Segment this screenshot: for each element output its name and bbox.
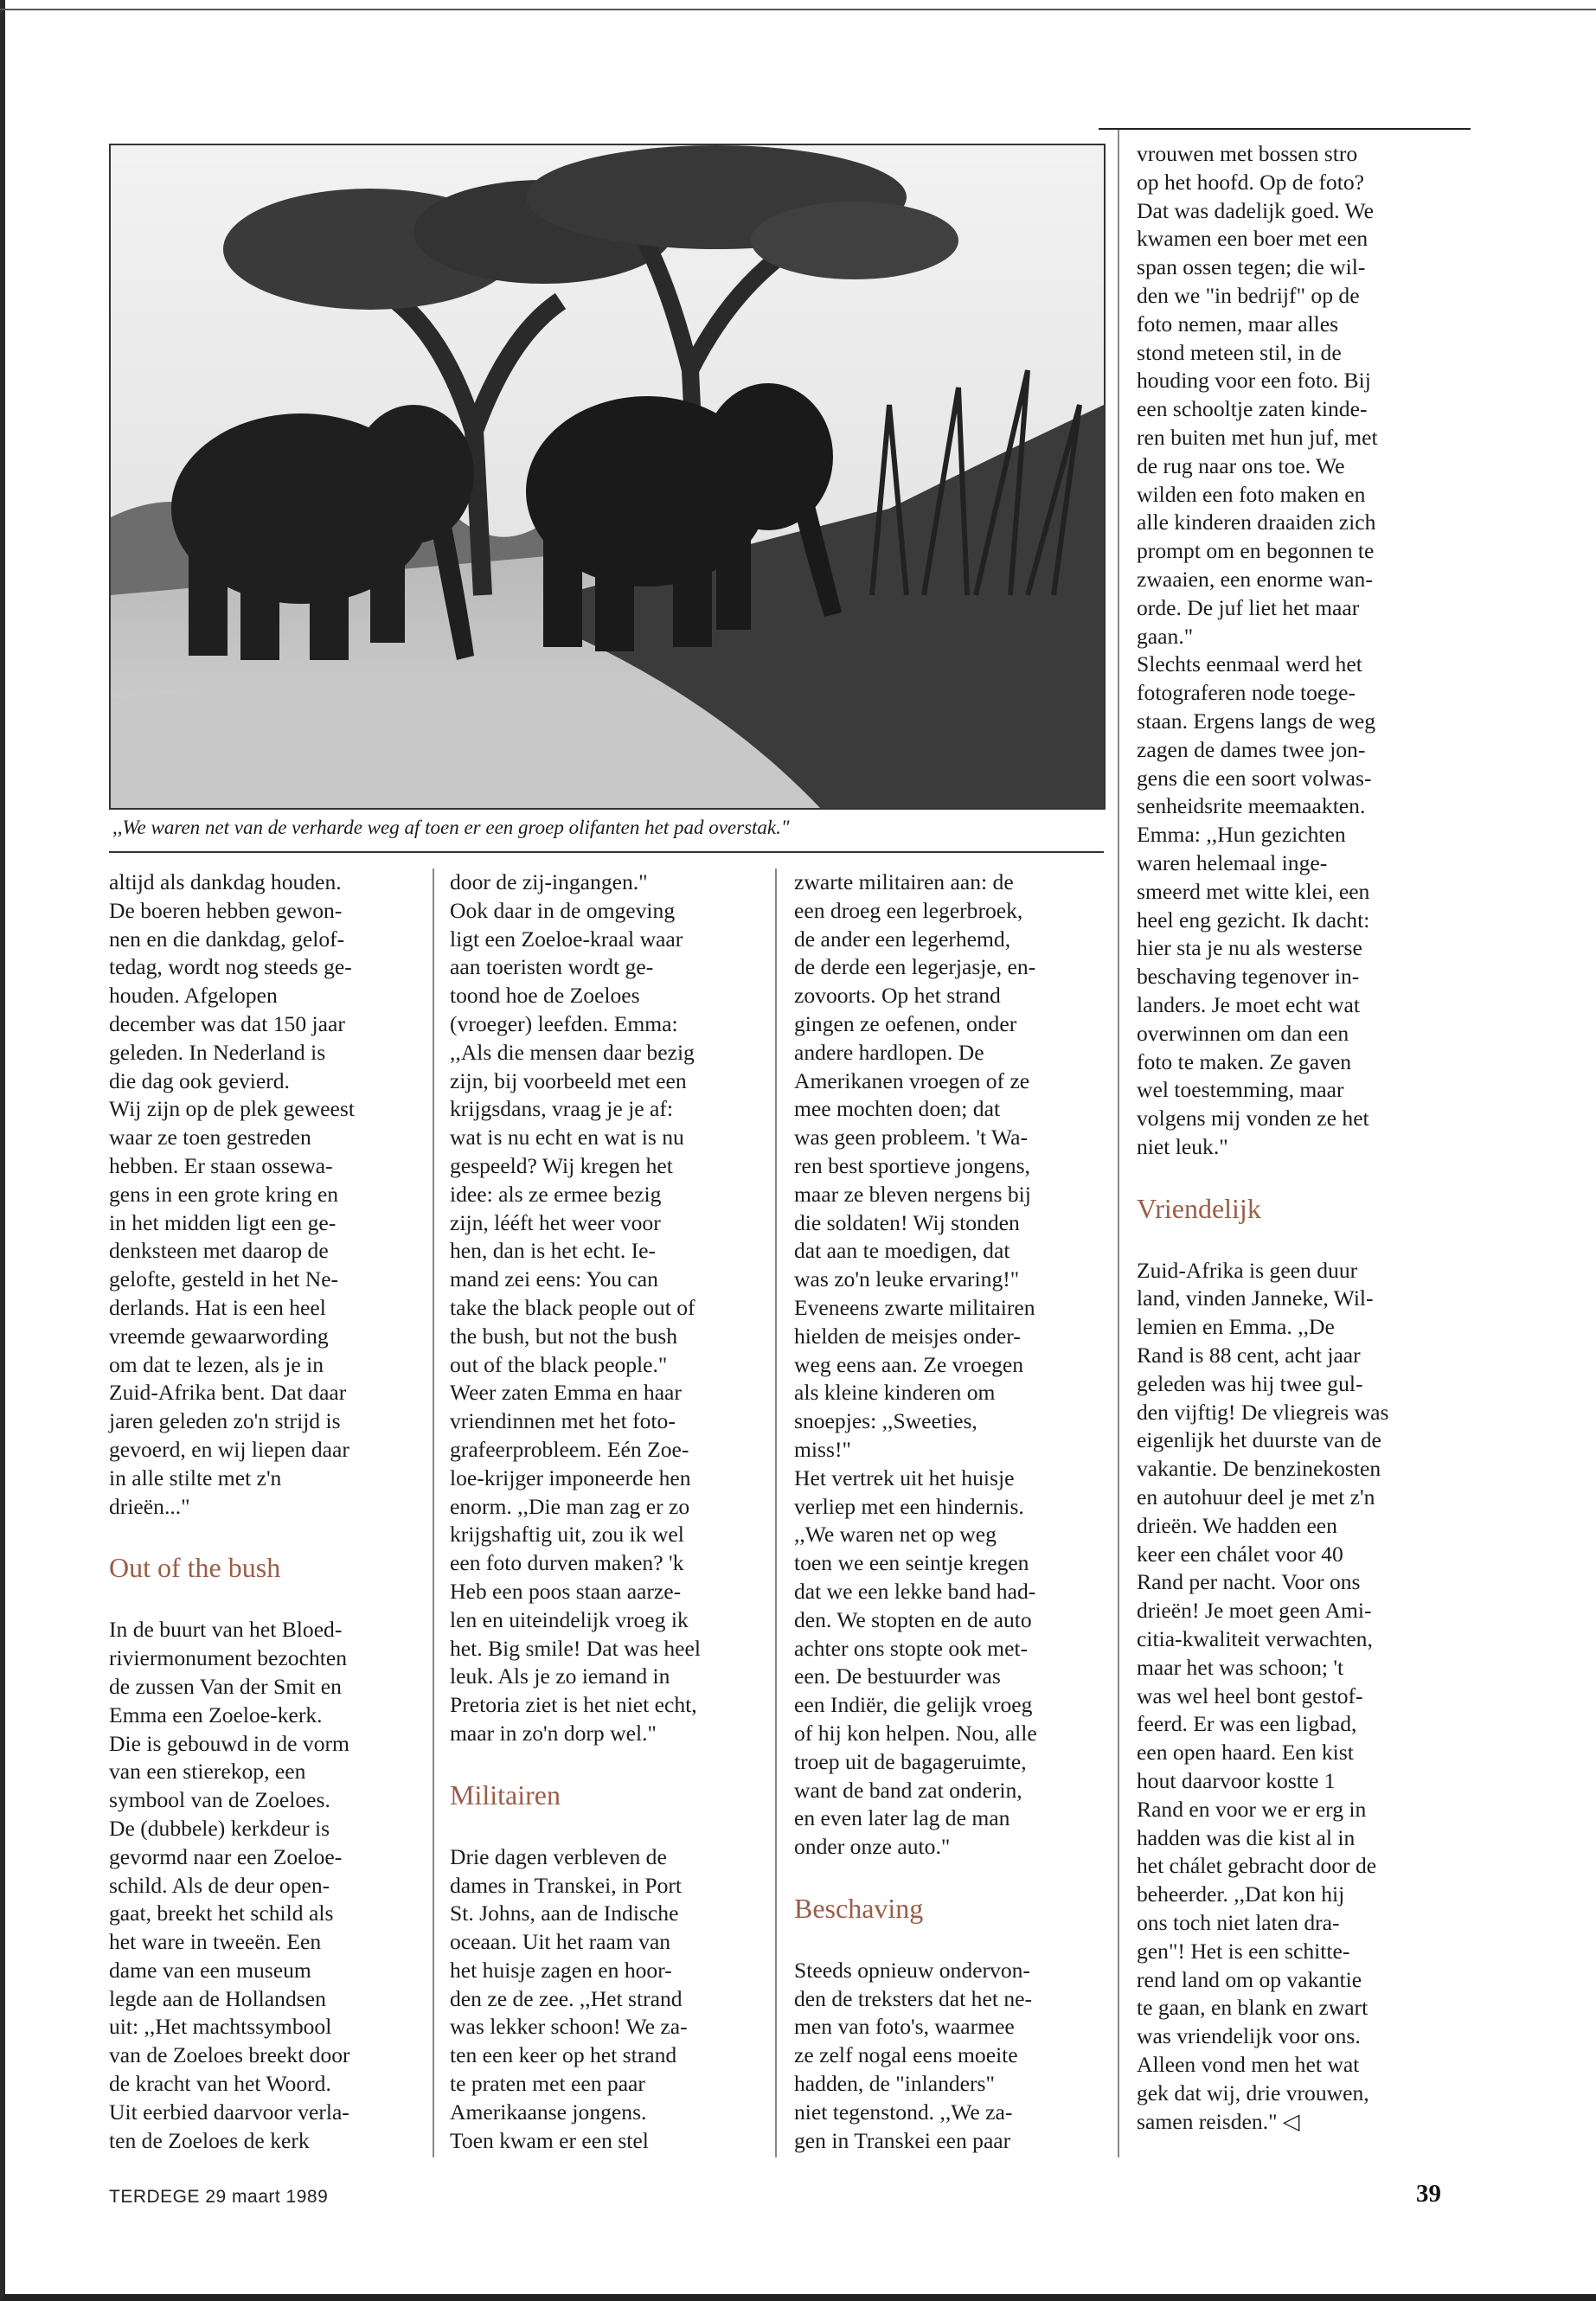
text-line: volgens mij vonden ze het	[1137, 1106, 1369, 1131]
text-line: van de Zoeloes breekt door	[109, 2042, 350, 2068]
photo-caption: ,,We waren net van de verharde weg af toen er een groep olifanten het pad overstak."	[112, 817, 790, 838]
column-2-body-b	[450, 1843, 766, 2156]
text-line: den vijftig! De vliegreis was	[1137, 1399, 1389, 1425]
text-line: Heb een poos staan aarze-	[450, 1578, 682, 1604]
text-line: Emma een Zoeloe-kerk.	[109, 1702, 323, 1727]
text-line: was lekker schoon! We za-	[450, 2014, 688, 2040]
text-line: altijd als dankdag houden.	[109, 869, 342, 894]
text-line: hadden, de "inlanders"	[794, 2071, 995, 2097]
text-line: gaat, breekt het schild als	[109, 1900, 334, 1926]
text-line: schild. Als de deur open-	[109, 1872, 330, 1898]
text-line: hier sta je nu als westerse	[1137, 935, 1362, 961]
heading-beschaving: Beschaving	[794, 1892, 924, 1924]
text-line: den. We stopten en de auto	[794, 1606, 1032, 1632]
text-line: staan. Ergens langs de weg	[1137, 708, 1376, 734]
text-line: Dat was dadelijk goed. We	[1137, 197, 1374, 223]
text-line: hen, dan is het echt. Ie-	[450, 1238, 657, 1264]
caption-rule	[109, 851, 1104, 853]
text-line: eigenlijk het duurste van de	[1137, 1427, 1381, 1453]
text-line: gevoerd, en wij liepen daar	[109, 1436, 349, 1462]
text-line: landers. Je moet echt wat	[1137, 991, 1360, 1017]
text-line: gingen ze oefenen, onder	[794, 1010, 1017, 1036]
column-3-body-a	[794, 868, 1110, 1862]
text-line: foto te maken. Ze gaven	[1137, 1048, 1352, 1074]
text-line: want de band zat onderin,	[794, 1777, 1022, 1803]
text-line: Drie dagen verbleven de	[450, 1843, 667, 1869]
text-line: Zuid-Afrika is geen duur	[1137, 1257, 1358, 1283]
text-line: leuk. Als je zo iemand in	[450, 1663, 670, 1689]
text-line: Rand per nacht. Voor ons	[1137, 1569, 1361, 1595]
text-line: prompt om en begonnen te	[1137, 538, 1375, 564]
text-line: gens in een grote kring en	[109, 1181, 339, 1207]
text-line: ligt een Zoeloe-kraal waar	[450, 926, 683, 952]
text-line: ,,Als die mensen daar bezig	[450, 1039, 695, 1065]
text-line: geleden. In Nederland is	[109, 1039, 326, 1065]
text-line: fotograferen node toege-	[1137, 680, 1356, 706]
text-line: de rug naar ons toe. We	[1137, 452, 1345, 478]
top-rule	[0, 9, 1596, 10]
text-line: wat is nu echt en wat is nu	[450, 1125, 684, 1150]
text-line: waren helemaal inge-	[1137, 849, 1328, 875]
text-line: een droeg een legerbroek,	[794, 897, 1023, 923]
text-line: (vroeger) leefden. Emma:	[450, 1010, 678, 1036]
text-line: drieën. We hadden een	[1137, 1512, 1337, 1538]
text-line: St. Johns, aan de Indische	[450, 1900, 679, 1926]
header-rule	[1099, 128, 1471, 130]
text-line: vreemde gewaarwording	[109, 1323, 329, 1349]
column-divider	[433, 868, 434, 2157]
text-line: het ware in tweeën. Een	[109, 1929, 322, 1955]
elephants-photo-icon	[111, 145, 1104, 808]
text-line: andere hardlopen. De	[794, 1039, 984, 1065]
text-line: gaan."	[1137, 623, 1194, 649]
text-line: Rand is 88 cent, acht jaar	[1137, 1343, 1361, 1368]
text-line: Wij zijn op de plek geweest	[109, 1096, 355, 1122]
text-line: Alleen vond men het wat	[1137, 2052, 1360, 2077]
text-line: troep uit de bagageruimte,	[794, 1748, 1027, 1774]
text-line: vakantie. De benzinekosten	[1137, 1456, 1381, 1482]
text-line: achter ons stopte ook met-	[794, 1635, 1029, 1661]
text-line: was vriendelijk voor ons.	[1137, 2023, 1361, 2049]
text-line: Slechts eenmaal werd het	[1137, 651, 1362, 677]
text-line: Amerikaanse jongens.	[450, 2099, 647, 2125]
column-4-body-b	[1137, 1257, 1452, 2137]
text-line: de kracht van het Woord.	[109, 2071, 331, 2097]
text-line: hout daarvoor kostte 1	[1137, 1768, 1336, 1794]
text-line: en even later lag de man	[794, 1805, 1010, 1831]
text-line: hadden was die kist al in	[1137, 1824, 1356, 1850]
text-line: gevormd naar een Zoeloe-	[109, 1843, 343, 1869]
text-line: aan toeristen wordt ge-	[450, 954, 654, 980]
text-line: feerd. Er was een ligbad,	[1137, 1711, 1357, 1737]
text-line: zijn, bij voorbeeld met een	[450, 1067, 687, 1093]
text-line: zovoorts. Op het strand	[794, 983, 1001, 1009]
text-line: out of the black people."	[450, 1351, 668, 1377]
text-line: kwamen een boer met een	[1137, 226, 1368, 252]
text-line: mee mochten doen; dat	[794, 1096, 1001, 1122]
text-line: een Indiër, die gelijk vroeg	[794, 1692, 1033, 1718]
text-line: nen en die dankdag, gelof-	[109, 926, 345, 952]
heading-out-of-the-bush: Out of the bush	[109, 1552, 281, 1584]
publication-footer: TERDEGE 29 maart 1989	[109, 2187, 329, 2207]
text-line: houding voor een foto. Bij	[1137, 368, 1371, 394]
text-line: te gaan, en blank en zwart	[1137, 1995, 1368, 2021]
text-line: in het midden ligt een ge-	[109, 1209, 337, 1235]
text-line: dame van een museum	[109, 1957, 311, 1983]
text-line: het. Big smile! Dat was heel	[450, 1635, 701, 1661]
text-line: waar ze toen gestreden	[109, 1125, 311, 1150]
text-line: idee: als ze ermee bezig	[450, 1181, 662, 1207]
text-line: verliep met een hindernis.	[794, 1493, 1024, 1519]
text-line: om dat te lezen, als je in	[109, 1351, 324, 1377]
text-line: houden. Afgelopen	[109, 983, 278, 1009]
text-line: was geen probleem. 't Wa-	[794, 1125, 1029, 1150]
column-divider	[775, 868, 777, 2157]
text-line: op het hoofd. Op de foto?	[1137, 169, 1364, 195]
text-line: krijgsdans, vraag je je af:	[450, 1096, 673, 1122]
text-line: len en uiteindelijk vroeg ik	[450, 1606, 689, 1632]
text-line: gen"! Het is een schitte-	[1137, 1938, 1350, 1964]
text-line: rend land om op vakantie	[1137, 1966, 1362, 1992]
text-line: ten een keer op het strand	[450, 2042, 677, 2068]
text-line: Toen kwam er een stel	[450, 2127, 649, 2153]
article-column-1	[109, 868, 425, 2155]
text-line: In de buurt van het Bloed-	[109, 1617, 343, 1643]
text-line: Het vertrek uit het huisje	[794, 1465, 1015, 1490]
text-line: gelofte, gesteld in het Ne-	[109, 1266, 339, 1292]
text-line: een schooltje zaten kinde-	[1137, 396, 1368, 422]
text-line: als kleine kinderen om	[794, 1380, 996, 1406]
article-column-3	[794, 868, 1110, 2155]
text-line: denksteen met daarop de	[109, 1238, 329, 1264]
text-line: een. De bestuurder was	[794, 1663, 1001, 1689]
text-line: keer een chálet voor 40	[1137, 1541, 1343, 1567]
text-line: gespeeld? Wij kregen het	[450, 1152, 673, 1178]
text-line: Eveneens zwarte militairen	[794, 1294, 1035, 1320]
text-line: door de zij-ingangen."	[450, 869, 648, 894]
text-line: beschaving tegenover in-	[1137, 964, 1360, 990]
text-line: uit: ,,Het machtssymbool	[109, 2014, 332, 2040]
text-line: Uit eerbied daarvoor verla-	[109, 2099, 349, 2125]
text-line: maar ze bleven nergens bij	[794, 1181, 1031, 1207]
text-line: Die is gebouwd in de vorm	[109, 1730, 349, 1756]
text-line: december was dat 150 jaar	[109, 1010, 345, 1036]
text-line: niet tegenstond. ,,We za-	[794, 2099, 1013, 2125]
column-4-body-a	[1137, 140, 1452, 1162]
article-column-2	[450, 868, 766, 2155]
text-line: geleden was hij twee gul-	[1137, 1370, 1363, 1396]
elephants-photo	[109, 144, 1106, 810]
text-line: zwarte militairen aan: de	[794, 869, 1014, 894]
text-line: Zuid-Afrika bent. Dat daar	[109, 1380, 347, 1406]
text-line: vrouwen met bossen stro	[1137, 141, 1358, 166]
text-line: gen in Transkei een paar	[794, 2127, 1011, 2153]
text-line: derlands. Hat is een heel	[109, 1294, 326, 1320]
text-line: en autohuur deel je met z'n	[1137, 1484, 1375, 1510]
text-line: stond meteen stil, in de	[1137, 339, 1342, 365]
text-line: take the black people out of	[450, 1294, 695, 1320]
text-line: het huisje zagen en hoor-	[450, 1957, 672, 1983]
text-line: zijn, lééft het weer voor	[450, 1209, 661, 1235]
column-divider	[1118, 130, 1119, 2157]
text-line: enorm. ,,Die man zag er zo	[450, 1493, 690, 1519]
text-line: men van foto's, waarmee	[794, 2014, 1015, 2040]
text-line: Amerikanen vroegen of ze	[794, 1067, 1030, 1093]
text-line: den de treksters dat het ne-	[794, 1985, 1033, 2011]
text-line: lemien en Emma. ,,De	[1137, 1314, 1335, 1340]
text-line: orde. De juf liet het maar	[1137, 594, 1360, 620]
text-line: citia-kwaliteit verwachten,	[1137, 1626, 1373, 1652]
column-3-body-b	[794, 1957, 1110, 2156]
text-line: zwaaien, een enorme wan-	[1137, 566, 1373, 592]
text-line: onder onze auto."	[794, 1834, 951, 1860]
heading-militairen: Militairen	[450, 1779, 561, 1811]
text-line: van een stierekop, een	[109, 1759, 306, 1785]
text-line: De boeren hebben gewon-	[109, 897, 343, 923]
text-line: een open haard. Een kist	[1137, 1740, 1354, 1766]
text-line: een foto durven maken? 'k	[450, 1550, 684, 1576]
text-line: mand zei eens: You can	[450, 1266, 658, 1292]
text-line: was zo'n leuke ervaring!"	[794, 1266, 1020, 1292]
text-line: hebben. Er staan ossewa-	[109, 1152, 333, 1178]
text-line: symbool van de Zoeloes.	[109, 1787, 330, 1813]
article-column-4	[1137, 140, 1452, 2136]
text-line: Emma: ,,Hun gezichten	[1137, 822, 1346, 848]
text-line: alle kinderen draaiden zich	[1137, 510, 1376, 535]
text-line: Steeds opnieuw ondervon-	[794, 1957, 1030, 1983]
text-line: toen we een seintje kregen	[794, 1550, 1029, 1576]
text-line: drieën..."	[109, 1493, 190, 1519]
text-line: wel toestemming, maar	[1137, 1077, 1344, 1103]
text-line: ze zelf nogal eens moeite	[794, 2042, 1018, 2068]
text-line: toond hoe de Zoeloes	[450, 983, 640, 1009]
text-line: die dag ook gevierd.	[109, 1067, 290, 1093]
text-line: maar in zo'n dorp wel."	[450, 1720, 657, 1746]
text-line: jaren geleden zo'n strijd is	[109, 1408, 341, 1434]
text-line: miss!"	[794, 1436, 851, 1462]
text-line: Ook daar in de omgeving	[450, 897, 676, 923]
text-line: wilden een foto maken en	[1137, 481, 1366, 507]
text-line: de ander een legerhemd,	[794, 926, 1011, 952]
text-line: de derde een legerjasje, en-	[794, 954, 1036, 980]
text-line: senheidsrite meemaakten.	[1137, 793, 1366, 819]
text-line: span ossen tegen; die wil-	[1137, 254, 1366, 280]
text-line: beheerder. ,,Dat kon hij	[1137, 1881, 1345, 1907]
text-line: heel eng gezicht. Ik dacht:	[1137, 907, 1370, 933]
column-1-body-b	[109, 1616, 425, 2155]
text-line: niet leuk."	[1137, 1133, 1228, 1159]
text-line: te praten met een paar	[450, 2071, 645, 2097]
text-line: den ze de zee. ,,Het strand	[450, 1985, 683, 2011]
text-line: the bush, but not the bush	[450, 1323, 678, 1349]
text-line: den we "in bedrijf" op de	[1137, 282, 1360, 308]
page-number: 39	[1416, 2180, 1441, 2208]
column-1-body-a	[109, 868, 425, 1521]
text-line: het chálet gebracht door de	[1137, 1853, 1377, 1879]
text-line: Weer zaten Emma en haar	[450, 1380, 682, 1406]
text-line: legde aan de Hollandsen	[109, 1985, 326, 2011]
text-line: riviermonument bezochten	[109, 1645, 348, 1671]
text-line: in alle stilte met z'n	[109, 1465, 282, 1490]
text-line: hielden de meisjes onder-	[794, 1323, 1021, 1349]
text-line: ten de Zoeloes de kerk	[109, 2127, 310, 2153]
text-line: maar het was schoon; 't	[1137, 1654, 1344, 1680]
text-line: land, vinden Janneke, Wil-	[1137, 1285, 1374, 1311]
text-line: of hij kon helpen. Nou, alle	[794, 1720, 1037, 1746]
heading-vriendelijk: Vriendelijk	[1137, 1192, 1261, 1224]
text-line: dat aan te moedigen, dat	[794, 1238, 1010, 1264]
text-line: snoepjes: ,,Sweeties,	[794, 1408, 977, 1434]
text-line: gens die een soort volwas-	[1137, 765, 1372, 791]
column-2-body-a	[450, 868, 766, 1748]
text-line: ren buiten met hun juf, met	[1137, 424, 1378, 450]
text-line: dames in Transkei, in Port	[450, 1872, 683, 1898]
text-line: oceaan. Uit het raam van	[450, 1929, 671, 1955]
text-line: ons toch niet laten dra-	[1137, 1910, 1340, 1936]
text-line: overwinnen om dan een	[1137, 1020, 1349, 1046]
text-line: foto nemen, maar alles	[1137, 311, 1339, 336]
text-line: de zussen Van der Smit en	[109, 1673, 342, 1699]
text-line: smeerd met witte klei, een	[1137, 878, 1370, 904]
text-line: dat we een lekke band had-	[794, 1578, 1036, 1604]
text-line: ren best sportieve jongens,	[794, 1152, 1030, 1178]
text-line: samen reisden." ◁	[1137, 2108, 1300, 2134]
text-line: Rand en voor we er erg in	[1137, 1796, 1367, 1822]
text-line: De (dubbele) kerkdeur is	[109, 1815, 330, 1841]
text-line: die soldaten! Wij stonden	[794, 1209, 1020, 1235]
text-line: Pretoria ziet is het niet echt,	[450, 1692, 697, 1718]
text-line: vriendinnen met het foto-	[450, 1408, 676, 1434]
text-line: loe-krijger imponeerde hen	[450, 1465, 691, 1490]
text-line: was wel heel bont gestof-	[1137, 1682, 1363, 1708]
text-line: drieën! Je moet geen Ami-	[1137, 1598, 1372, 1624]
text-line: ,,We waren net op weg	[794, 1522, 997, 1548]
text-line: grafeerprobleem. Eén Zoe-	[450, 1436, 689, 1462]
text-line: weg eens aan. Ze vroegen	[794, 1351, 1024, 1377]
text-line: krijgshaftig uit, zou ik wel	[450, 1522, 684, 1548]
text-line: tedag, wordt nog steeds ge-	[109, 954, 352, 980]
text-line: gek dat wij, drie vrouwen,	[1137, 2080, 1369, 2106]
text-line: zagen de dames twee jon-	[1137, 736, 1366, 762]
